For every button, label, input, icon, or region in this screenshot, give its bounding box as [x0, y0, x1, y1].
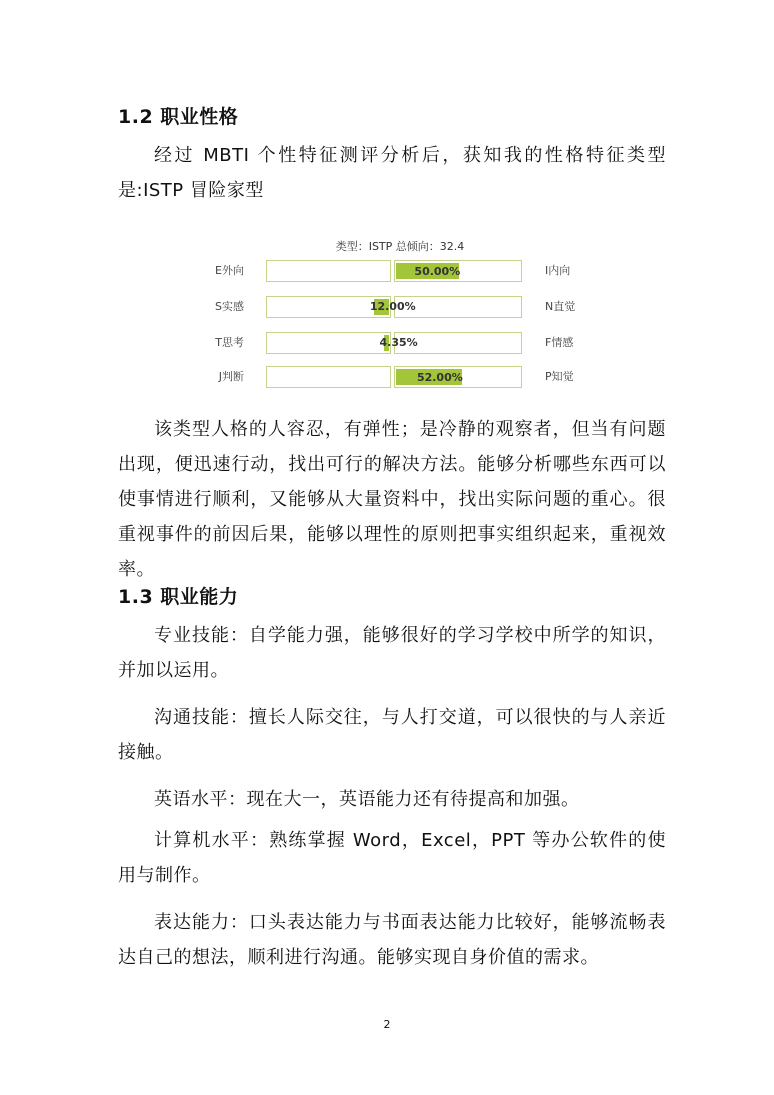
chart-row	[200, 260, 600, 282]
mbti-chart	[200, 238, 600, 398]
chart-right-label: I内向	[545, 264, 571, 277]
personality-description-paragraph: 该类型人格的人容忍，有弹性；是冷静的观察者，但当有问题出现，便迅速行动，找出可行的解决方法。能够分析哪些东西可以使事情进行顺利，又能够从大量资料中，找出实际问题的重心。很重视事件的前因后果，能够以理性的原则把事实组织起来，重视效率。	[118, 419, 666, 580]
skill-paragraph-communication: 沟通技能：擅长人际交往，与人打交道，可以很快的与人亲近接触。	[118, 707, 666, 763]
chart-left-label: E外向	[215, 264, 244, 277]
chart-right-label: N直觉	[545, 300, 576, 313]
chart-left-track	[266, 332, 391, 354]
section-heading-1-3: 1.3 职业能力	[118, 586, 239, 608]
chart-row	[200, 332, 600, 354]
chart-right-label: F情感	[545, 336, 574, 349]
page-number: 2	[383, 1018, 391, 1031]
chart-value-label: 52.00%	[416, 371, 463, 384]
chart-left-label: S实感	[215, 300, 244, 313]
chart-left-track	[266, 366, 391, 388]
skill-paragraph-professional: 专业技能：自学能力强，能够很好的学习学校中所学的知识，并加以运用。	[118, 625, 666, 681]
skill-paragraph-computer: 计算机水平：熟练掌握 Word，Excel，PPT 等办公软件的使用与制作。	[118, 830, 666, 886]
skill-paragraph-english: 英语水平：现在大一，英语能力还有待提高和加强。	[154, 789, 580, 810]
chart-title: 类型：ISTP 总倾向：32.4	[335, 240, 465, 253]
chart-left-track	[266, 260, 391, 282]
chart-value-label: 50.00%	[414, 265, 461, 278]
chart-left-label: J判断	[218, 370, 244, 383]
chart-row	[200, 296, 600, 318]
chart-right-track	[394, 366, 522, 388]
chart-value-label: 12.00%	[369, 300, 416, 313]
chart-value-label: 4.35%	[379, 336, 418, 349]
chart-right-label: P知觉	[545, 370, 574, 383]
mbti-intro-paragraph: 经过 MBTI 个性特征测评分析后，获知我的性格特征类型是:ISTP 冒险家型	[118, 145, 666, 201]
chart-right-track	[394, 260, 522, 282]
skill-paragraph-expression: 表达能力：口头表达能力与书面表达能力比较好，能够流畅表达自己的想法，顺利进行沟通。能够实现自身价值的需求。	[118, 912, 666, 968]
section-heading-1-2: 1.2 职业性格	[118, 106, 239, 128]
chart-left-label: T思考	[215, 336, 244, 349]
chart-row	[200, 366, 600, 388]
